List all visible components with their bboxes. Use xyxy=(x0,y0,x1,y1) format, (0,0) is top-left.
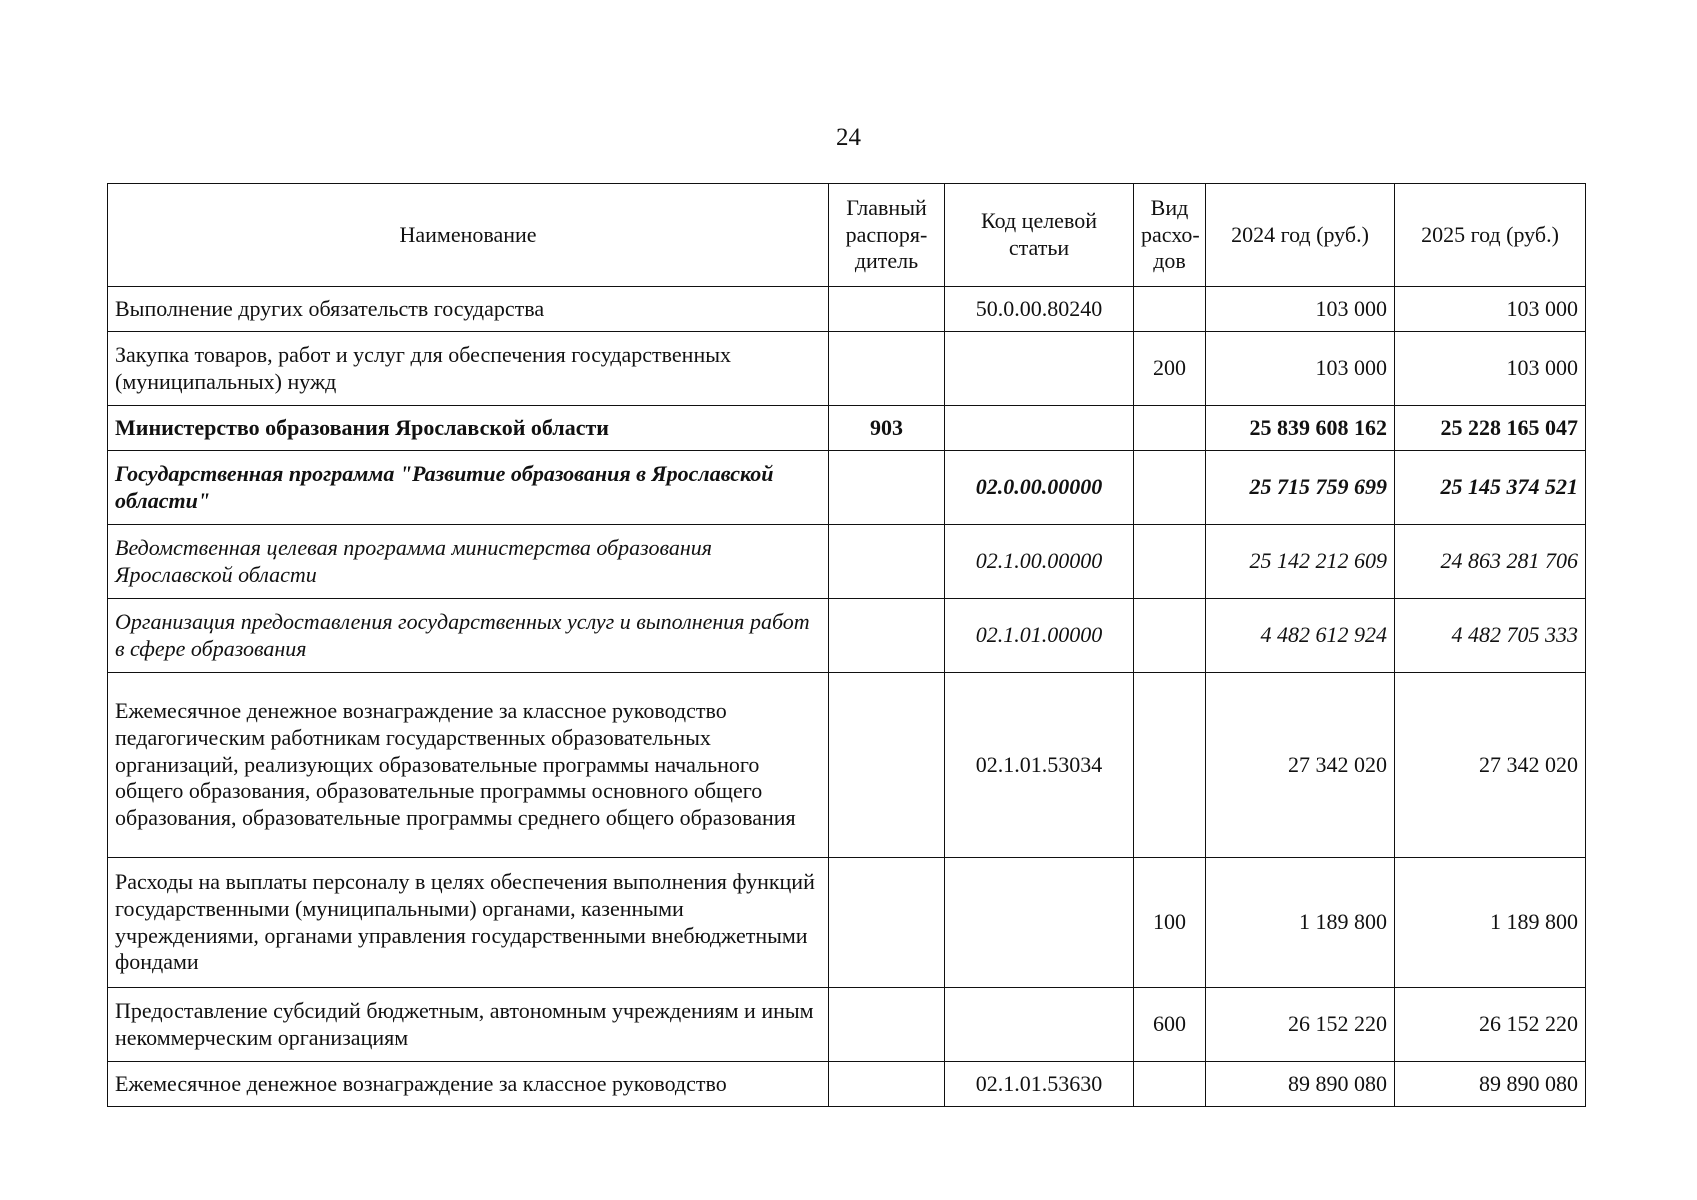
row-name: Организация предоставления государственных услуг и выполнения работ в сфере образования xyxy=(108,599,829,673)
row-code: 02.1.01.00000 xyxy=(945,599,1134,673)
table-row xyxy=(108,673,1586,858)
row-2025: 25 145 374 521 xyxy=(1395,451,1586,525)
row-2025: 103 000 xyxy=(1395,287,1586,332)
budget-table xyxy=(107,183,1586,1107)
table-row xyxy=(108,332,1586,406)
row-code: 50.0.00.80240 xyxy=(945,287,1134,332)
row-name: Ежемесячное денежное вознаграждение за классное руководство xyxy=(108,1062,829,1107)
row-2025: 103 000 xyxy=(1395,332,1586,406)
row-expense-type xyxy=(1134,451,1206,525)
row-code: 02.0.00.00000 xyxy=(945,451,1134,525)
row-2024: 25 839 608 162 xyxy=(1206,406,1395,451)
row-name: Закупка товаров, работ и услуг для обеспечения государственных (муниципальных) нужд xyxy=(108,332,829,406)
row-name: Расходы на выплаты персоналу в целях обеспечения выполнения функций государственными (муниципальными) органами, казенными учреждениями, органами управления государственными внебюджетными фондами xyxy=(108,858,829,988)
row-2024: 27 342 020 xyxy=(1206,673,1395,858)
row-2024: 89 890 080 xyxy=(1206,1062,1395,1107)
table-row xyxy=(108,451,1586,525)
row-manager xyxy=(829,332,945,406)
row-code: 02.1.00.00000 xyxy=(945,525,1134,599)
row-name: Государственная программа "Развитие образования в Ярославской области" xyxy=(108,451,829,525)
row-expense-type: 100 xyxy=(1134,858,1206,988)
row-2024: 25 715 759 699 xyxy=(1206,451,1395,525)
row-2025: 26 152 220 xyxy=(1395,988,1586,1062)
row-expense-type xyxy=(1134,525,1206,599)
table-header-row xyxy=(108,184,1586,287)
row-2024: 103 000 xyxy=(1206,287,1395,332)
row-code xyxy=(945,858,1134,988)
table-row xyxy=(108,858,1586,988)
header-manager: Главный распоря-дитель xyxy=(829,184,945,287)
row-manager xyxy=(829,451,945,525)
row-2025: 89 890 080 xyxy=(1395,1062,1586,1107)
row-2025: 1 189 800 xyxy=(1395,858,1586,988)
table-row xyxy=(108,988,1586,1062)
row-name: Предоставление субсидий бюджетным, автономным учреждениям и иным некоммерческим организациям xyxy=(108,988,829,1062)
row-manager: 903 xyxy=(829,406,945,451)
row-code: 02.1.01.53034 xyxy=(945,673,1134,858)
row-code xyxy=(945,988,1134,1062)
row-expense-type xyxy=(1134,1062,1206,1107)
table-row xyxy=(108,525,1586,599)
row-manager xyxy=(829,988,945,1062)
row-expense-type xyxy=(1134,406,1206,451)
row-name: Министерство образования Ярославской области xyxy=(108,406,829,451)
row-2024: 25 142 212 609 xyxy=(1206,525,1395,599)
row-2024: 1 189 800 xyxy=(1206,858,1395,988)
page-number: 24 xyxy=(836,124,861,151)
header-2025: 2025 год (руб.) xyxy=(1395,184,1586,287)
table-row xyxy=(108,599,1586,673)
row-expense-type: 600 xyxy=(1134,988,1206,1062)
row-code: 02.1.01.53630 xyxy=(945,1062,1134,1107)
row-2025: 27 342 020 xyxy=(1395,673,1586,858)
row-name: Ежемесячное денежное вознаграждение за классное руководство педагогическим работникам государственных образовательных организаций, реализующих образовательные программы начального общего образования, образовательные программы основного общего образования, образовательные программы среднего общего образования xyxy=(108,673,829,858)
row-manager xyxy=(829,673,945,858)
header-name: Наименование xyxy=(108,184,829,287)
table-row xyxy=(108,1062,1586,1107)
row-manager xyxy=(829,287,945,332)
row-code xyxy=(945,406,1134,451)
header-code: Код целевой статьи xyxy=(945,184,1134,287)
row-2025: 25 228 165 047 xyxy=(1395,406,1586,451)
row-manager xyxy=(829,525,945,599)
row-2025: 24 863 281 706 xyxy=(1395,525,1586,599)
row-code xyxy=(945,332,1134,406)
row-2025: 4 482 705 333 xyxy=(1395,599,1586,673)
row-manager xyxy=(829,599,945,673)
row-manager xyxy=(829,858,945,988)
table-row xyxy=(108,406,1586,451)
row-expense-type xyxy=(1134,673,1206,858)
row-2024: 4 482 612 924 xyxy=(1206,599,1395,673)
row-expense-type xyxy=(1134,599,1206,673)
header-expense-type: Вид расхо-дов xyxy=(1134,184,1206,287)
table-row xyxy=(108,287,1586,332)
row-expense-type: 200 xyxy=(1134,332,1206,406)
header-2024: 2024 год (руб.) xyxy=(1206,184,1395,287)
row-name: Выполнение других обязательств государства xyxy=(108,287,829,332)
row-manager xyxy=(829,1062,945,1107)
row-expense-type xyxy=(1134,287,1206,332)
row-2024: 26 152 220 xyxy=(1206,988,1395,1062)
row-2024: 103 000 xyxy=(1206,332,1395,406)
row-name: Ведомственная целевая программа министерства образования Ярославской области xyxy=(108,525,829,599)
